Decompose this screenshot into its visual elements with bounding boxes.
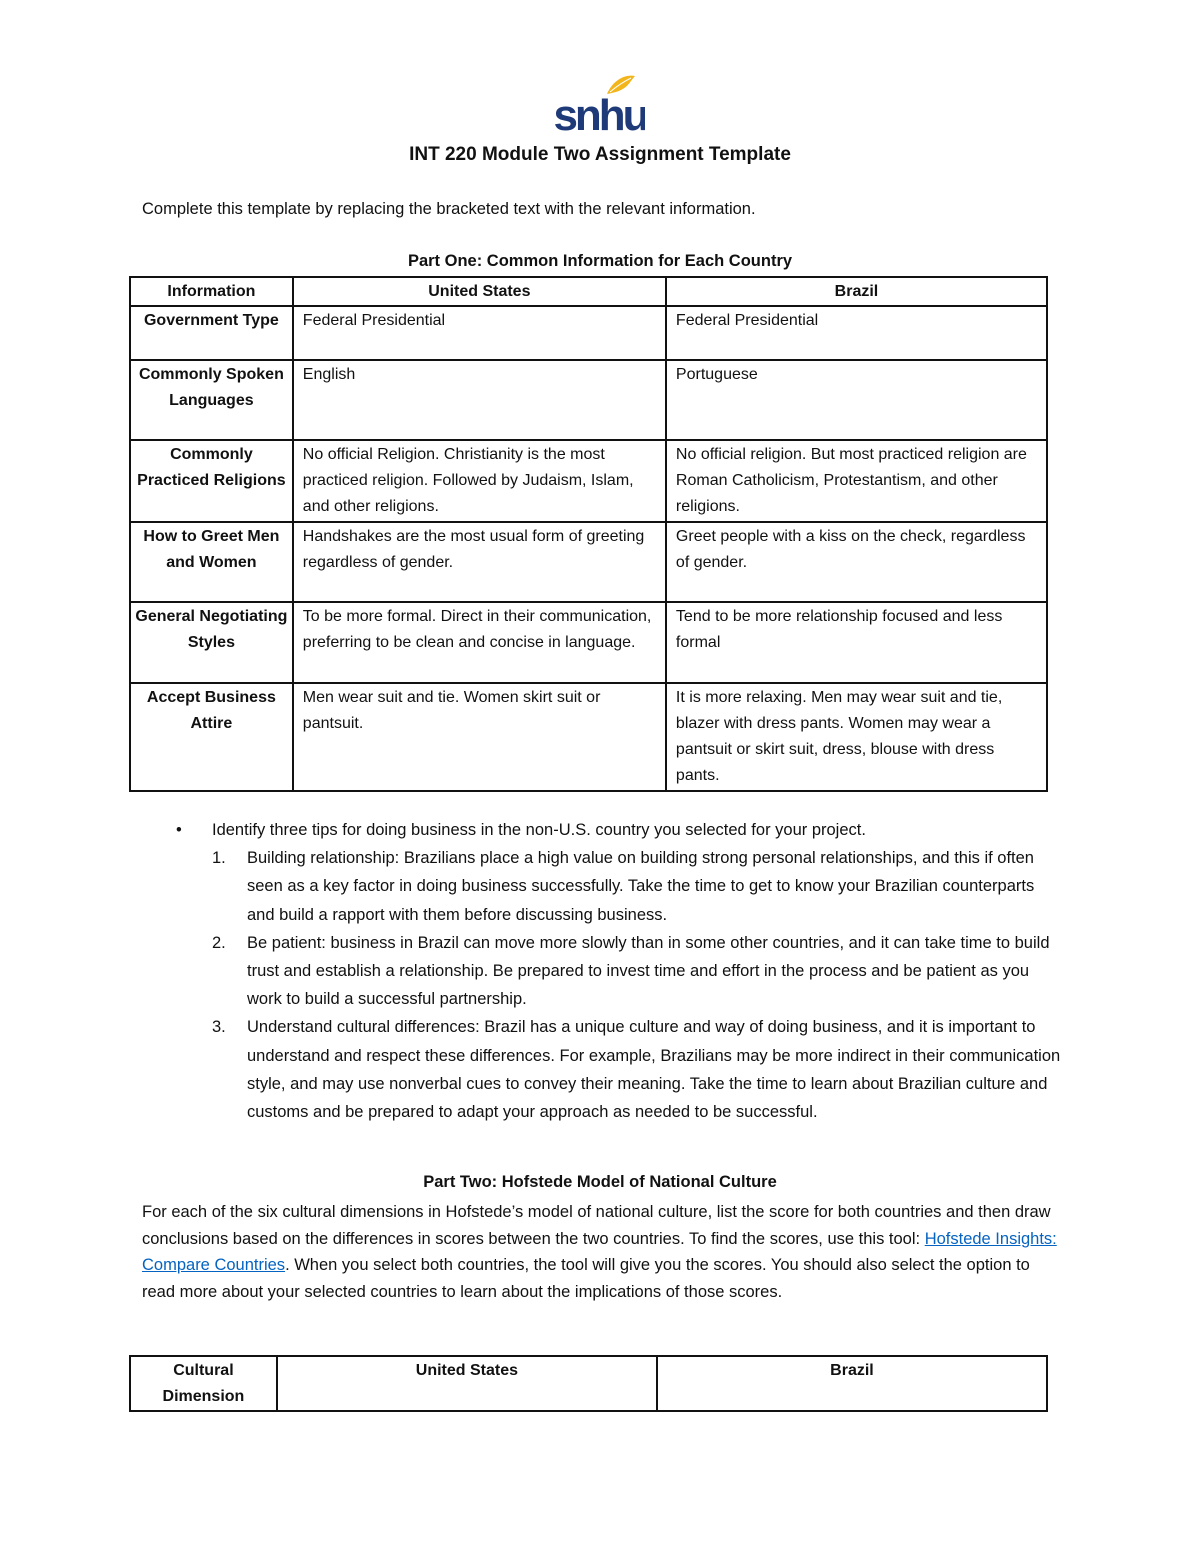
- list-text: Building relationship: Brazilians place a high value on building strong personal relationships, and this if often seen as a key factor in doing business successfully. Take the time to get to know your Brazilian counterparts and build a rapport with them before discussing business.: [247, 849, 1035, 924]
- list-number: 3.: [212, 1018, 226, 1037]
- list-item: [142, 1013, 1062, 1126]
- part-one-heading: Part One: Common Information for Each Country: [407, 252, 793, 270]
- instructions-text-end: . When you select both countries, the tool will give you the scores. You should also select the option to read more about your selected countries to learn about the implications of those scores.: [142, 1256, 1030, 1301]
- bullet-icon: •: [176, 821, 182, 839]
- brazil-cell: Portuguese: [666, 360, 1047, 440]
- header-united-states: United States: [293, 277, 666, 306]
- instructions-text: For each of the six cultural dimensions in Hofstede’s model of national culture, list the score for both countries and then draw conclusions based on the differences in scores between the two countries. To find the scores, use this tool:: [142, 1203, 1051, 1248]
- header-information: Information: [130, 277, 293, 306]
- row-label: Accept Business Attire: [130, 683, 293, 791]
- bullet-text: Identify three tips for doing business in the non-U.S. country you selected for your project.: [212, 821, 866, 839]
- intro-text: Complete this template by replacing the bracketed text with the relevant information.: [142, 200, 756, 218]
- header-brazil: Brazil: [657, 1356, 1047, 1411]
- document-title: INT 220 Module Two Assignment Template: [409, 144, 791, 165]
- table-row: [130, 306, 1047, 360]
- table-row: [130, 440, 1047, 522]
- list-item: [142, 844, 1062, 929]
- list-item: [142, 929, 1062, 1014]
- us-cell: To be more formal. Direct in their communication, preferring to be clean and concise in language.: [293, 602, 666, 683]
- svg-text:snhu: snhu: [555, 91, 645, 134]
- table-header-row: [130, 1356, 1047, 1411]
- list-text: Understand cultural differences: Brazil has a unique culture and way of doing business, and it is important to understand and respect these differences. For example, Brazilians may be more indirect in their communication style, and may use nonverbal cues to convey their meaning. Take the time to learn about Brazilian culture and customs and be prepared to adapt your approach as needed to be successful.: [247, 1018, 1061, 1122]
- table-row: [130, 602, 1047, 683]
- list-text: Be patient: business in Brazil can move more slowly than in some other countries, and it can take time to build trust and establish a relationship. Be prepared to invest time and effort in the process and be patient as you work to build a successful partnership.: [247, 933, 1050, 1009]
- row-label: Commonly Spoken Languages: [130, 360, 293, 440]
- part-two-heading: Part Two: Hofstede Model of National Culture: [423, 1173, 777, 1191]
- row-label: General Negotiating Styles: [130, 602, 293, 683]
- us-cell: No official Religion. Christianity is the most practiced religion. Followed by Judaism, Islam, and other religions.: [293, 440, 666, 522]
- tips-section: [142, 816, 1062, 1126]
- table-row: [130, 522, 1047, 602]
- list-number: 2.: [212, 933, 226, 952]
- header-brazil: Brazil: [666, 277, 1047, 306]
- brazil-cell: Tend to be more relationship focused and less formal: [666, 602, 1047, 683]
- brazil-cell: Greet people with a kiss on the check, regardless of gender.: [666, 522, 1047, 602]
- header-cultural-dimension: Cultural Dimension: [130, 1356, 277, 1411]
- us-cell: Men wear suit and tie. Women skirt suit or pantsuit.: [293, 683, 666, 791]
- header-united-states: United States: [277, 1356, 657, 1411]
- us-cell: Handshakes are the most usual form of greeting regardless of gender.: [293, 522, 666, 602]
- brazil-cell: No official religion. But most practiced religion are Roman Catholicism, Protestantism, and other religions.: [666, 440, 1047, 522]
- table-row: [130, 683, 1047, 791]
- hofstede-table: [129, 1355, 1048, 1412]
- table-row: [130, 360, 1047, 440]
- row-label: How to Greet Men and Women: [130, 522, 293, 602]
- part-two-instructions: [142, 1199, 1067, 1305]
- hofstede-link[interactable]: Hofstede Insights: Compare Countries: [142, 1229, 1057, 1274]
- brazil-cell: It is more relaxing. Men may wear suit and tie, blazer with dress pants. Women may wear a pantsuit or skirt suit, dress, blouse with dress pants.: [666, 683, 1047, 791]
- us-cell: English: [293, 360, 666, 440]
- bullet-item: [142, 816, 1062, 844]
- table-header-row: [130, 277, 1047, 306]
- brazil-cell: Federal Presidential: [666, 306, 1047, 360]
- list-number: 1.: [212, 849, 226, 868]
- us-cell: Federal Presidential: [293, 306, 666, 360]
- snhu-logo: [555, 72, 645, 134]
- country-info-table: [129, 276, 1048, 792]
- row-label: Commonly Practiced Religions: [130, 440, 293, 522]
- row-label: Government Type: [130, 306, 293, 360]
- tips-list: [142, 844, 1062, 1126]
